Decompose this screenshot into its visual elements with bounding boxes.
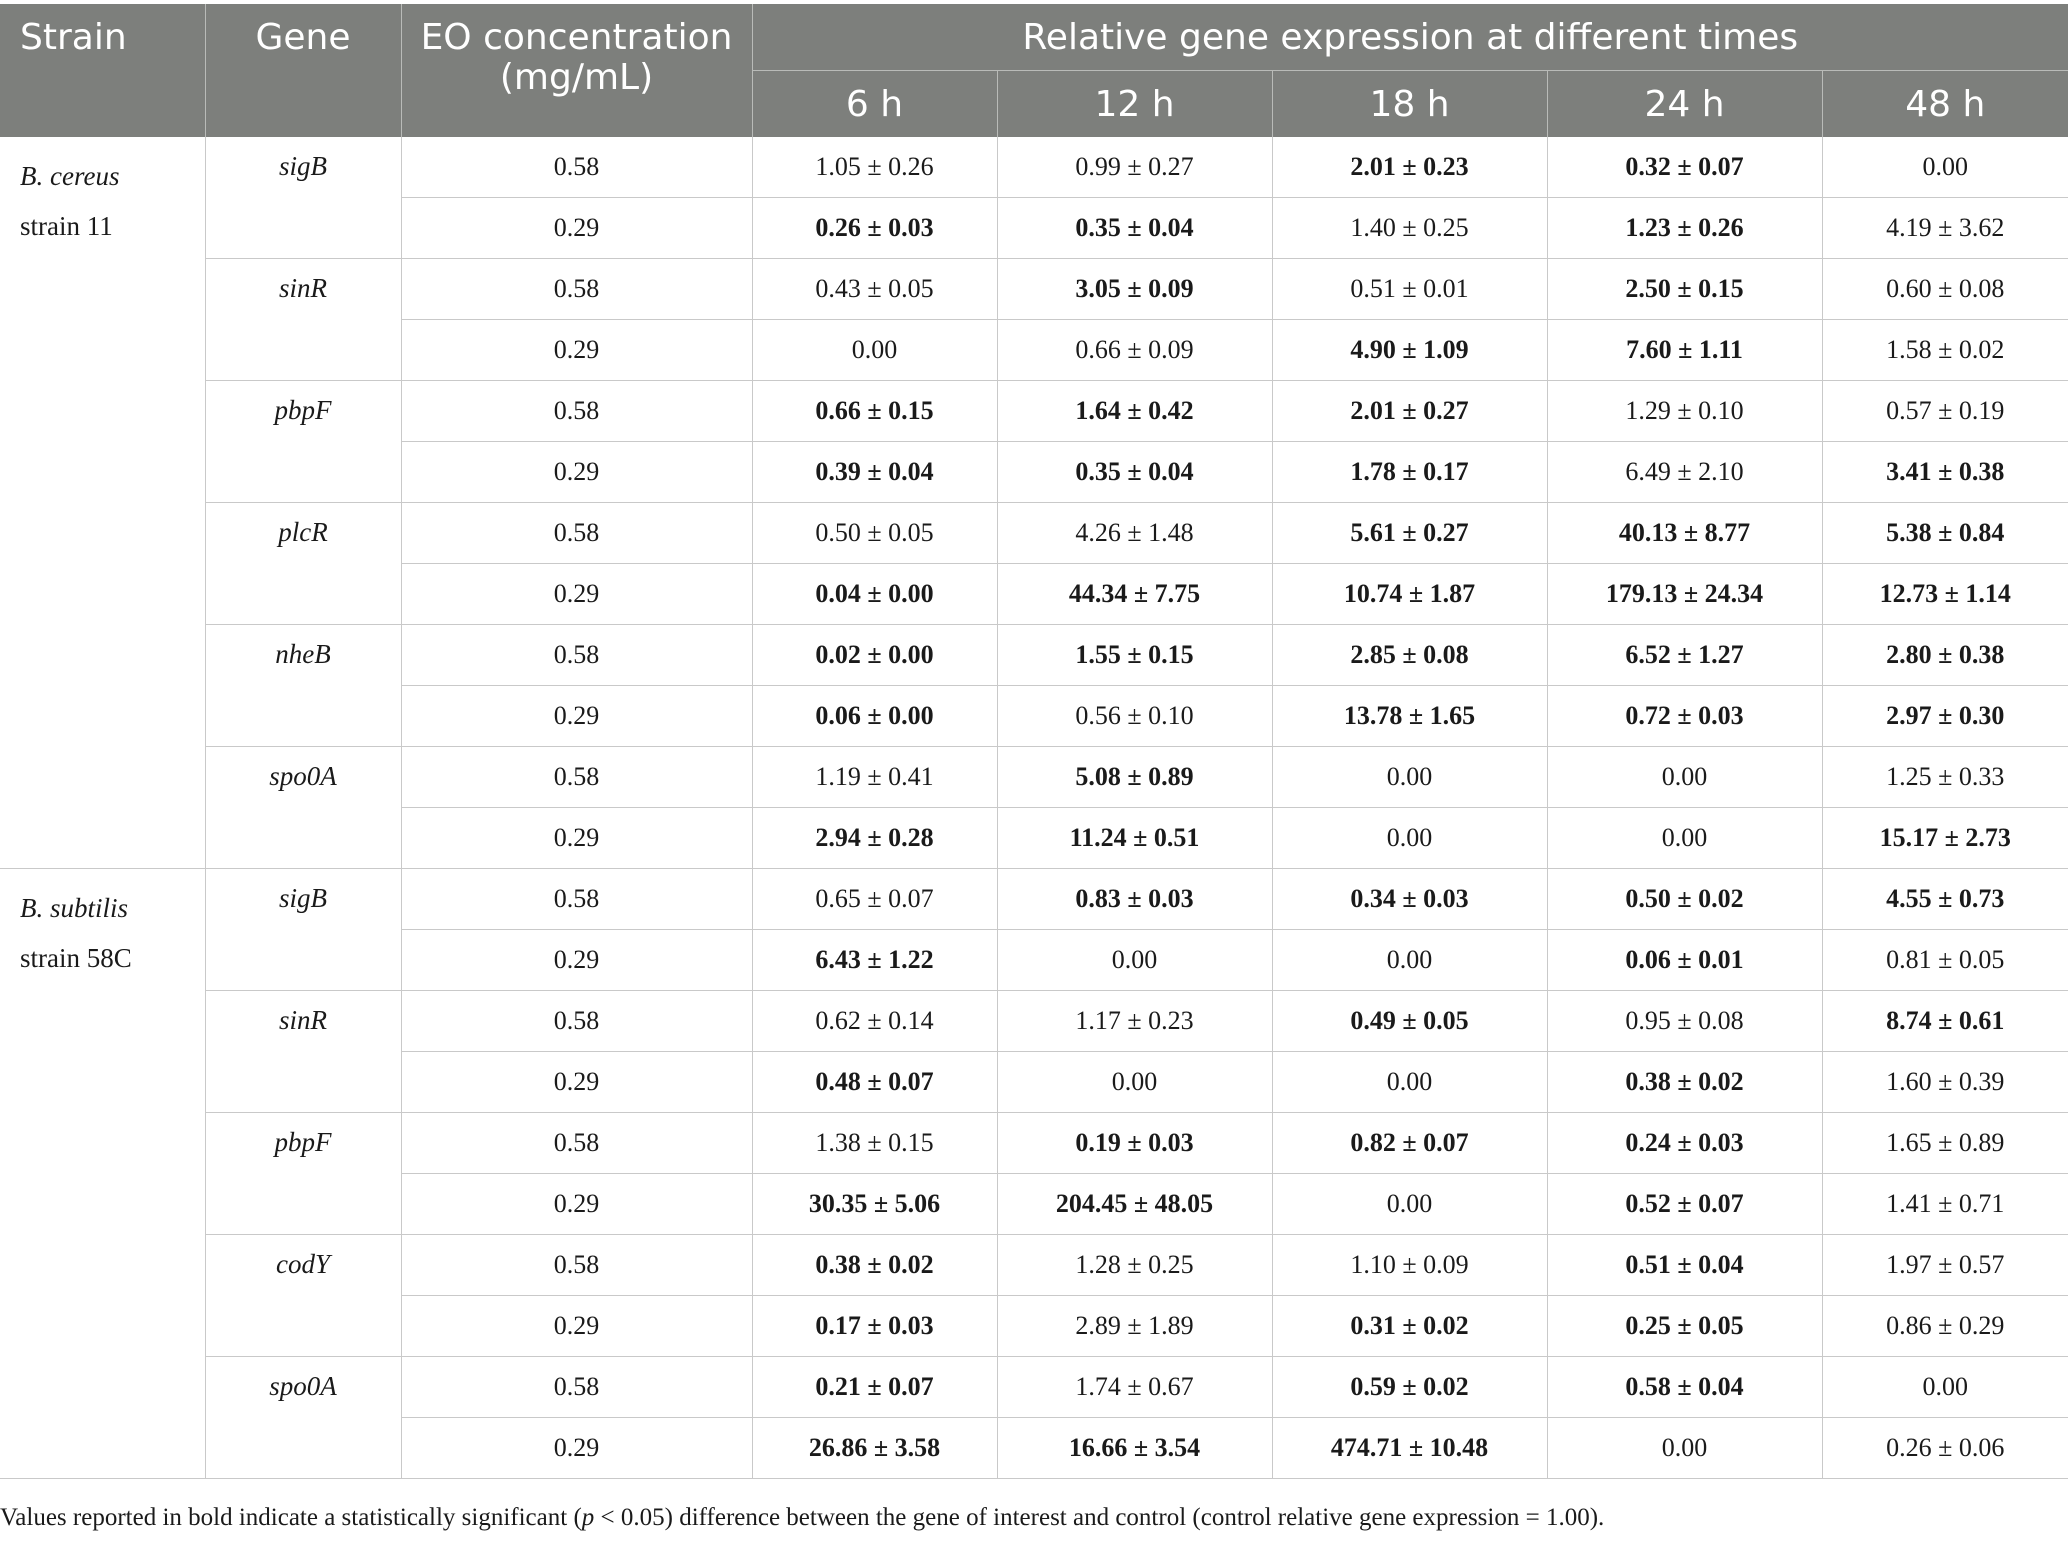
expression-value-cell: 0.00 xyxy=(1822,137,2068,198)
strain-name: B. cereus xyxy=(20,161,120,191)
concentration-cell: 0.29 xyxy=(401,564,752,625)
concentration-cell: 0.29 xyxy=(401,808,752,869)
expression-value-cell: 0.35 ± 0.04 xyxy=(997,198,1272,259)
expression-value-cell: 0.02 ± 0.00 xyxy=(752,625,997,686)
expression-value-cell: 1.29 ± 0.10 xyxy=(1547,381,1822,442)
expression-value-cell: 6.49 ± 2.10 xyxy=(1547,442,1822,503)
expression-value-cell: 0.24 ± 0.03 xyxy=(1547,1113,1822,1174)
concentration-cell: 0.58 xyxy=(401,381,752,442)
table-row xyxy=(0,991,2068,1052)
expression-value-cell: 0.21 ± 0.07 xyxy=(752,1357,997,1418)
strain-name: B. subtilis xyxy=(20,893,129,923)
expression-value-cell: 4.19 ± 3.62 xyxy=(1822,198,2068,259)
gene-cell: pbpF xyxy=(205,1113,401,1235)
expression-value-cell: 1.60 ± 0.39 xyxy=(1822,1052,2068,1113)
expression-value-cell: 4.90 ± 1.09 xyxy=(1272,320,1547,381)
expression-value-cell: 204.45 ± 48.05 xyxy=(997,1174,1272,1235)
concentration-cell: 0.29 xyxy=(401,320,752,381)
gene-expression-table xyxy=(0,4,2068,1479)
expression-value-cell: 0.51 ± 0.01 xyxy=(1272,259,1547,320)
expression-value-cell: 0.32 ± 0.07 xyxy=(1547,137,1822,198)
expression-value-cell: 2.80 ± 0.38 xyxy=(1822,625,2068,686)
expression-value-cell: 10.74 ± 1.87 xyxy=(1272,564,1547,625)
expression-value-cell: 1.65 ± 0.89 xyxy=(1822,1113,2068,1174)
expression-value-cell: 0.48 ± 0.07 xyxy=(752,1052,997,1113)
table-row xyxy=(0,503,2068,564)
gene-cell: sinR xyxy=(205,259,401,381)
expression-value-cell: 0.00 xyxy=(1272,1052,1547,1113)
expression-value-cell: 0.35 ± 0.04 xyxy=(997,442,1272,503)
expression-value-cell: 40.13 ± 8.77 xyxy=(1547,503,1822,564)
expression-value-cell: 0.58 ± 0.04 xyxy=(1547,1357,1822,1418)
expression-value-cell: 5.61 ± 0.27 xyxy=(1272,503,1547,564)
expression-value-cell: 0.66 ± 0.15 xyxy=(752,381,997,442)
expression-value-cell: 8.74 ± 0.61 xyxy=(1822,991,2068,1052)
expression-value-cell: 0.99 ± 0.27 xyxy=(997,137,1272,198)
expression-value-cell: 2.01 ± 0.23 xyxy=(1272,137,1547,198)
expression-value-cell: 1.97 ± 0.57 xyxy=(1822,1235,2068,1296)
expression-value-cell: 2.97 ± 0.30 xyxy=(1822,686,2068,747)
expression-value-cell: 1.64 ± 0.42 xyxy=(997,381,1272,442)
expression-value-cell: 0.50 ± 0.05 xyxy=(752,503,997,564)
expression-value-cell: 1.58 ± 0.02 xyxy=(1822,320,2068,381)
concentration-cell: 0.29 xyxy=(401,198,752,259)
expression-value-cell: 0.83 ± 0.03 xyxy=(997,869,1272,930)
expression-value-cell: 1.74 ± 0.67 xyxy=(997,1357,1272,1418)
header-time: 12 h xyxy=(997,71,1272,138)
concentration-cell: 0.29 xyxy=(401,930,752,991)
concentration-cell: 0.58 xyxy=(401,1235,752,1296)
expression-value-cell: 0.00 xyxy=(1272,1174,1547,1235)
concentration-cell: 0.29 xyxy=(401,442,752,503)
header-time: 6 h xyxy=(752,71,997,138)
expression-value-cell: 1.28 ± 0.25 xyxy=(997,1235,1272,1296)
expression-value-cell: 2.89 ± 1.89 xyxy=(997,1296,1272,1357)
expression-value-cell: 0.57 ± 0.19 xyxy=(1822,381,2068,442)
expression-value-cell: 179.13 ± 24.34 xyxy=(1547,564,1822,625)
expression-value-cell: 0.65 ± 0.07 xyxy=(752,869,997,930)
expression-value-cell: 2.50 ± 0.15 xyxy=(1547,259,1822,320)
expression-value-cell: 0.00 xyxy=(1272,930,1547,991)
table-body xyxy=(0,137,2068,1479)
header-gene: Gene xyxy=(205,4,401,137)
concentration-cell: 0.29 xyxy=(401,1418,752,1479)
concentration-cell: 0.58 xyxy=(401,747,752,808)
concentration-cell: 0.29 xyxy=(401,1174,752,1235)
expression-value-cell: 0.34 ± 0.03 xyxy=(1272,869,1547,930)
concentration-cell: 0.58 xyxy=(401,259,752,320)
expression-value-cell: 0.51 ± 0.04 xyxy=(1547,1235,1822,1296)
concentration-cell: 0.58 xyxy=(401,1357,752,1418)
expression-value-cell: 1.23 ± 0.26 xyxy=(1547,198,1822,259)
expression-value-cell: 0.00 xyxy=(1272,808,1547,869)
table-row xyxy=(0,137,2068,198)
expression-value-cell: 3.05 ± 0.09 xyxy=(997,259,1272,320)
concentration-cell: 0.58 xyxy=(401,991,752,1052)
expression-value-cell: 0.00 xyxy=(1547,1418,1822,1479)
table-row xyxy=(0,1235,2068,1296)
header-eo-line1: EO concentration xyxy=(420,17,733,58)
expression-value-cell: 0.72 ± 0.03 xyxy=(1547,686,1822,747)
expression-value-cell: 1.40 ± 0.25 xyxy=(1272,198,1547,259)
gene-cell: codY xyxy=(205,1235,401,1357)
expression-value-cell: 0.04 ± 0.00 xyxy=(752,564,997,625)
header-time: 48 h xyxy=(1822,71,2068,138)
gene-cell: spo0A xyxy=(205,747,401,869)
table-footnote xyxy=(0,1504,1604,1532)
expression-value-cell: 6.43 ± 1.22 xyxy=(752,930,997,991)
gene-cell: spo0A xyxy=(205,1357,401,1479)
gene-cell: sinR xyxy=(205,991,401,1113)
expression-value-cell: 2.94 ± 0.28 xyxy=(752,808,997,869)
expression-value-cell: 7.60 ± 1.11 xyxy=(1547,320,1822,381)
concentration-cell: 0.58 xyxy=(401,137,752,198)
expression-value-cell: 30.35 ± 5.06 xyxy=(752,1174,997,1235)
table-row xyxy=(0,869,2068,930)
strain-id: strain 58C xyxy=(20,943,132,973)
concentration-cell: 0.29 xyxy=(401,1296,752,1357)
header-strain: Strain xyxy=(0,4,205,137)
expression-value-cell: 5.08 ± 0.89 xyxy=(997,747,1272,808)
expression-value-cell: 1.17 ± 0.23 xyxy=(997,991,1272,1052)
expression-value-cell: 44.34 ± 7.75 xyxy=(997,564,1272,625)
expression-value-cell: 1.25 ± 0.33 xyxy=(1822,747,2068,808)
expression-value-cell: 0.39 ± 0.04 xyxy=(752,442,997,503)
expression-value-cell: 474.71 ± 10.48 xyxy=(1272,1418,1547,1479)
expression-value-cell: 3.41 ± 0.38 xyxy=(1822,442,2068,503)
expression-value-cell: 0.62 ± 0.14 xyxy=(752,991,997,1052)
strain-id: strain 11 xyxy=(20,211,113,241)
expression-value-cell: 0.06 ± 0.00 xyxy=(752,686,997,747)
table-row xyxy=(0,1113,2068,1174)
expression-value-cell: 0.52 ± 0.07 xyxy=(1547,1174,1822,1235)
expression-value-cell: 0.86 ± 0.29 xyxy=(1822,1296,2068,1357)
expression-value-cell: 0.00 xyxy=(1547,808,1822,869)
expression-value-cell: 1.19 ± 0.41 xyxy=(752,747,997,808)
expression-value-cell: 6.52 ± 1.27 xyxy=(1547,625,1822,686)
expression-value-cell: 0.00 xyxy=(997,930,1272,991)
table-row xyxy=(0,747,2068,808)
expression-value-cell: 12.73 ± 1.14 xyxy=(1822,564,2068,625)
expression-value-cell: 0.59 ± 0.02 xyxy=(1272,1357,1547,1418)
concentration-cell: 0.58 xyxy=(401,503,752,564)
strain-cell xyxy=(0,137,205,869)
concentration-cell: 0.29 xyxy=(401,1052,752,1113)
expression-value-cell: 0.31 ± 0.02 xyxy=(1272,1296,1547,1357)
header-relative-expression: Relative gene expression at different times xyxy=(752,4,2068,71)
footnote-p: p xyxy=(581,1504,595,1531)
expression-value-cell: 0.81 ± 0.05 xyxy=(1822,930,2068,991)
concentration-cell: 0.58 xyxy=(401,625,752,686)
gene-cell: sigB xyxy=(205,869,401,991)
expression-value-cell: 0.00 xyxy=(997,1052,1272,1113)
expression-value-cell: 0.00 xyxy=(1272,747,1547,808)
expression-value-cell: 0.00 xyxy=(1547,747,1822,808)
expression-value-cell: 0.17 ± 0.03 xyxy=(752,1296,997,1357)
header-row xyxy=(0,4,2068,71)
expression-value-cell: 1.05 ± 0.26 xyxy=(752,137,997,198)
table-row xyxy=(0,1357,2068,1418)
expression-value-cell: 26.86 ± 3.58 xyxy=(752,1418,997,1479)
expression-value-cell: 0.56 ± 0.10 xyxy=(997,686,1272,747)
expression-value-cell: 0.38 ± 0.02 xyxy=(1547,1052,1822,1113)
expression-value-cell: 4.55 ± 0.73 xyxy=(1822,869,2068,930)
expression-value-cell: 0.26 ± 0.06 xyxy=(1822,1418,2068,1479)
header-eo-line2: (mg/mL) xyxy=(499,57,654,98)
expression-value-cell: 1.78 ± 0.17 xyxy=(1272,442,1547,503)
expression-value-cell: 13.78 ± 1.65 xyxy=(1272,686,1547,747)
concentration-cell: 0.58 xyxy=(401,869,752,930)
expression-value-cell: 5.38 ± 0.84 xyxy=(1822,503,2068,564)
expression-value-cell: 4.26 ± 1.48 xyxy=(997,503,1272,564)
expression-value-cell: 0.50 ± 0.02 xyxy=(1547,869,1822,930)
gene-cell: pbpF xyxy=(205,381,401,503)
expression-value-cell: 0.00 xyxy=(1822,1357,2068,1418)
expression-value-cell: 1.55 ± 0.15 xyxy=(997,625,1272,686)
expression-value-cell: 0.60 ± 0.08 xyxy=(1822,259,2068,320)
gene-cell: nheB xyxy=(205,625,401,747)
expression-value-cell: 0.66 ± 0.09 xyxy=(997,320,1272,381)
expression-value-cell: 0.38 ± 0.02 xyxy=(752,1235,997,1296)
expression-value-cell: 0.95 ± 0.08 xyxy=(1547,991,1822,1052)
header-eo-concentration xyxy=(401,4,752,137)
footnote-after: < 0.05) difference between the gene of interest and control (control relative gene expression = 1.00). xyxy=(594,1504,1605,1531)
gene-cell: plcR xyxy=(205,503,401,625)
gene-cell: sigB xyxy=(205,137,401,259)
expression-value-cell: 0.00 xyxy=(752,320,997,381)
expression-value-cell: 2.85 ± 0.08 xyxy=(1272,625,1547,686)
header-time: 24 h xyxy=(1547,71,1822,138)
table-row xyxy=(0,625,2068,686)
expression-value-cell: 16.66 ± 3.54 xyxy=(997,1418,1272,1479)
strain-cell xyxy=(0,869,205,1479)
expression-value-cell: 15.17 ± 2.73 xyxy=(1822,808,2068,869)
expression-value-cell: 0.82 ± 0.07 xyxy=(1272,1113,1547,1174)
header-time: 18 h xyxy=(1272,71,1547,138)
expression-value-cell: 0.43 ± 0.05 xyxy=(752,259,997,320)
expression-value-cell: 1.38 ± 0.15 xyxy=(752,1113,997,1174)
concentration-cell: 0.58 xyxy=(401,1113,752,1174)
expression-value-cell: 0.25 ± 0.05 xyxy=(1547,1296,1822,1357)
expression-value-cell: 1.41 ± 0.71 xyxy=(1822,1174,2068,1235)
concentration-cell: 0.29 xyxy=(401,686,752,747)
expression-value-cell: 1.10 ± 0.09 xyxy=(1272,1235,1547,1296)
expression-value-cell: 0.19 ± 0.03 xyxy=(997,1113,1272,1174)
table-row xyxy=(0,381,2068,442)
footnote-before: Values reported in bold indicate a statistically significant ( xyxy=(0,1504,582,1531)
expression-value-cell: 11.24 ± 0.51 xyxy=(997,808,1272,869)
table-row xyxy=(0,259,2068,320)
expression-value-cell: 0.26 ± 0.03 xyxy=(752,198,997,259)
expression-value-cell: 2.01 ± 0.27 xyxy=(1272,381,1547,442)
expression-value-cell: 0.49 ± 0.05 xyxy=(1272,991,1547,1052)
expression-value-cell: 0.06 ± 0.01 xyxy=(1547,930,1822,991)
